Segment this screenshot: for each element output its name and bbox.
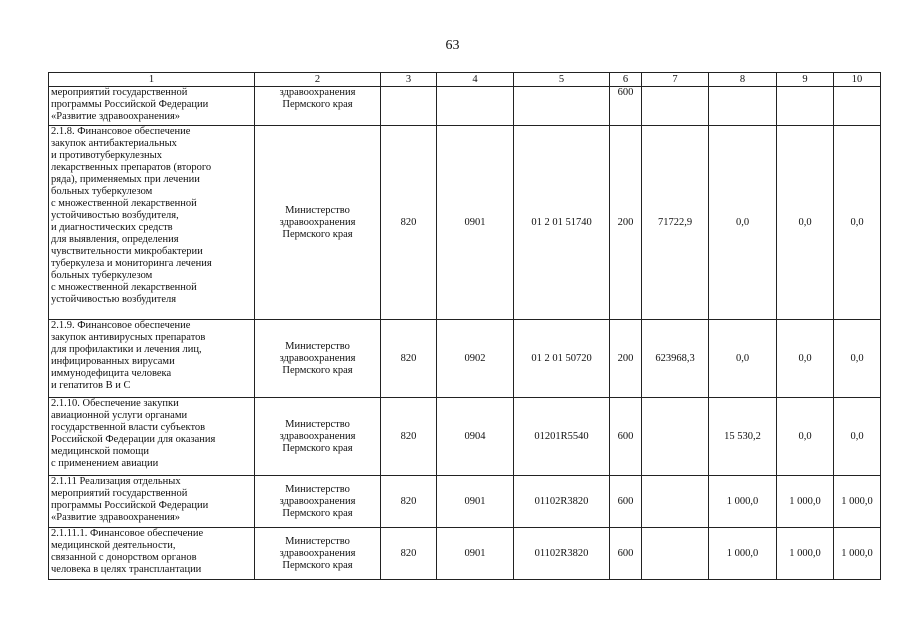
amount-col8-cell: 1 000,0 <box>709 528 777 580</box>
description-line: с множественной лекарственной <box>51 198 197 209</box>
amount-col8-cell: 0,0 <box>709 320 777 398</box>
ministry-cell: здравоохранения Пермского края <box>255 87 381 126</box>
table-row <box>49 87 881 126</box>
description-line: программы Российской Федерации <box>51 500 209 511</box>
description-line: 2.1.9. Финансовое обеспечение <box>51 320 191 331</box>
ministry-cell: Министерство здравоохранения Пермского края <box>255 476 381 528</box>
amount-col7-cell: 71722,9 <box>642 126 709 320</box>
description-line: государственной власти субъектов <box>51 422 206 433</box>
amount-col9-cell: 1 000,0 <box>777 528 834 580</box>
header-cell: 4 <box>437 73 514 87</box>
description-line: для профилактики и лечения лиц, <box>51 344 202 355</box>
amount-col10-cell: 0,0 <box>834 320 881 398</box>
description-line: 2.1.11 Реализация отдельных <box>51 476 181 487</box>
section-code-cell: 0902 <box>437 320 514 398</box>
amount-col10-cell <box>834 87 881 126</box>
header-cell: 7 <box>642 73 709 87</box>
description-line: медицинской деятельности, <box>51 540 176 551</box>
description-cell <box>49 320 255 398</box>
amount-col7-cell <box>642 476 709 528</box>
description-line: Российской Федерации для оказания <box>51 434 216 445</box>
header-cell: 6 <box>610 73 642 87</box>
section-code-cell: 0901 <box>437 476 514 528</box>
amount-col7-cell <box>642 87 709 126</box>
description-line: и гепатитов В и С <box>51 380 131 391</box>
description-line: человека в целях трансплантации <box>51 564 202 575</box>
ministry-code-cell: 820 <box>381 528 437 580</box>
expense-type-cell: 600 <box>610 476 642 528</box>
description-line: больных туберкулезом <box>51 186 153 197</box>
description-cell <box>49 126 255 320</box>
target-article-cell: 01102R3820 <box>514 476 610 528</box>
description-cell <box>49 528 255 580</box>
ministry-code-cell: 820 <box>381 398 437 476</box>
description-line: с применением авиации <box>51 458 159 469</box>
description-line: закупок антибактериальных <box>51 138 177 149</box>
description-line: ряда), применяемых при лечении <box>51 174 200 185</box>
amount-col8-cell: 15 530,2 <box>709 398 777 476</box>
header-cell: 8 <box>709 73 777 87</box>
description-line: с множественной лекарственной <box>51 282 197 293</box>
header-row <box>49 73 881 87</box>
expense-type-cell: 600 <box>610 398 642 476</box>
description-line: больных туберкулезом <box>51 270 153 281</box>
ministry-code-cell: 820 <box>381 476 437 528</box>
table-body <box>49 87 881 580</box>
table-row <box>49 476 881 528</box>
description-line: иммунодефицита человека <box>51 368 172 379</box>
description-line: инфицированных вирусами <box>51 356 175 367</box>
description-line: и диагностических средств <box>51 222 173 233</box>
description-line: «Развитие здравоохранения» <box>51 111 181 122</box>
description-line: 2.1.11.1. Финансовое обеспечение <box>51 528 204 539</box>
amount-col9-cell: 0,0 <box>777 126 834 320</box>
description-line: «Развитие здравоохранения» <box>51 512 181 523</box>
description-line: мероприятий государственной <box>51 488 188 499</box>
description-cell <box>49 87 255 126</box>
amount-col10-cell: 0,0 <box>834 398 881 476</box>
table-row <box>49 398 881 476</box>
header-cell: 5 <box>514 73 610 87</box>
section-code-cell: 0901 <box>437 126 514 320</box>
table-row <box>49 528 881 580</box>
amount-col8-cell <box>709 87 777 126</box>
ministry-cell: Министерство здравоохранения Пермского края <box>255 320 381 398</box>
description-line: закупок антивирусных препаратов <box>51 332 206 343</box>
header-cell: 1 <box>49 73 255 87</box>
header-cell: 2 <box>255 73 381 87</box>
target-article-cell: 01 2 01 50720 <box>514 320 610 398</box>
ministry-cell: Министерство здравоохранения Пермского края <box>255 398 381 476</box>
page-number: 63 <box>445 38 460 53</box>
table-row <box>49 126 881 320</box>
header-cell: 10 <box>834 73 881 87</box>
expense-type-cell: 200 <box>610 320 642 398</box>
amount-col9-cell: 1 000,0 <box>777 476 834 528</box>
amount-col9-cell: 0,0 <box>777 320 834 398</box>
description-line: 2.1.10. Обеспечение закупки <box>51 398 179 409</box>
section-code-cell <box>437 87 514 126</box>
description-cell <box>49 476 255 528</box>
section-code-cell: 0901 <box>437 528 514 580</box>
description-line: связанной с донорством органов <box>51 552 197 563</box>
description-line: 2.1.8. Финансовое обеспечение <box>51 126 191 137</box>
ministry-code-cell <box>381 87 437 126</box>
description-line: чувствительности микробактерии <box>51 246 203 257</box>
description-line: туберкулеза и мониторинга лечения <box>51 258 212 269</box>
ministry-cell: Министерство здравоохранения Пермского края <box>255 528 381 580</box>
section-code-cell: 0904 <box>437 398 514 476</box>
amount-col9-cell: 0,0 <box>777 398 834 476</box>
amount-col10-cell: 0,0 <box>834 126 881 320</box>
description-cell <box>49 398 255 476</box>
description-line: программы Российской Федерации <box>51 99 209 110</box>
header-cell: 9 <box>777 73 834 87</box>
description-line: авиационной услуги органами <box>51 410 188 421</box>
table-row <box>49 320 881 398</box>
amount-col7-cell <box>642 528 709 580</box>
description-line: для выявления, определения <box>51 234 179 245</box>
description-line: устойчивостью возбудителя <box>51 294 177 305</box>
expense-type-cell: 600 <box>610 528 642 580</box>
target-article-cell <box>514 87 610 126</box>
amount-col8-cell: 0,0 <box>709 126 777 320</box>
target-article-cell: 01 2 01 51740 <box>514 126 610 320</box>
target-article-cell: 01201R5540 <box>514 398 610 476</box>
amount-col9-cell <box>777 87 834 126</box>
description-line: лекарственных препаратов (второго <box>51 162 212 173</box>
ministry-code-cell: 820 <box>381 320 437 398</box>
amount-col10-cell: 1 000,0 <box>834 476 881 528</box>
description-line: и противотуберкулезных <box>51 150 162 161</box>
amount-col7-cell <box>642 398 709 476</box>
header-cell: 3 <box>381 73 437 87</box>
expense-type-cell: 200 <box>610 126 642 320</box>
ministry-cell: Министерство здравоохранения Пермского края <box>255 126 381 320</box>
amount-col8-cell: 1 000,0 <box>709 476 777 528</box>
ministry-code-cell: 820 <box>381 126 437 320</box>
expense-type-cell: 600 <box>610 87 642 126</box>
amount-col10-cell: 1 000,0 <box>834 528 881 580</box>
description-line: медицинской помощи <box>51 446 149 457</box>
description-line: устойчивостью возбудителя, <box>51 210 179 221</box>
target-article-cell: 01102R3820 <box>514 528 610 580</box>
amount-col7-cell: 623968,3 <box>642 320 709 398</box>
budget-table <box>48 72 881 580</box>
description-line: мероприятий государственной <box>51 87 188 98</box>
